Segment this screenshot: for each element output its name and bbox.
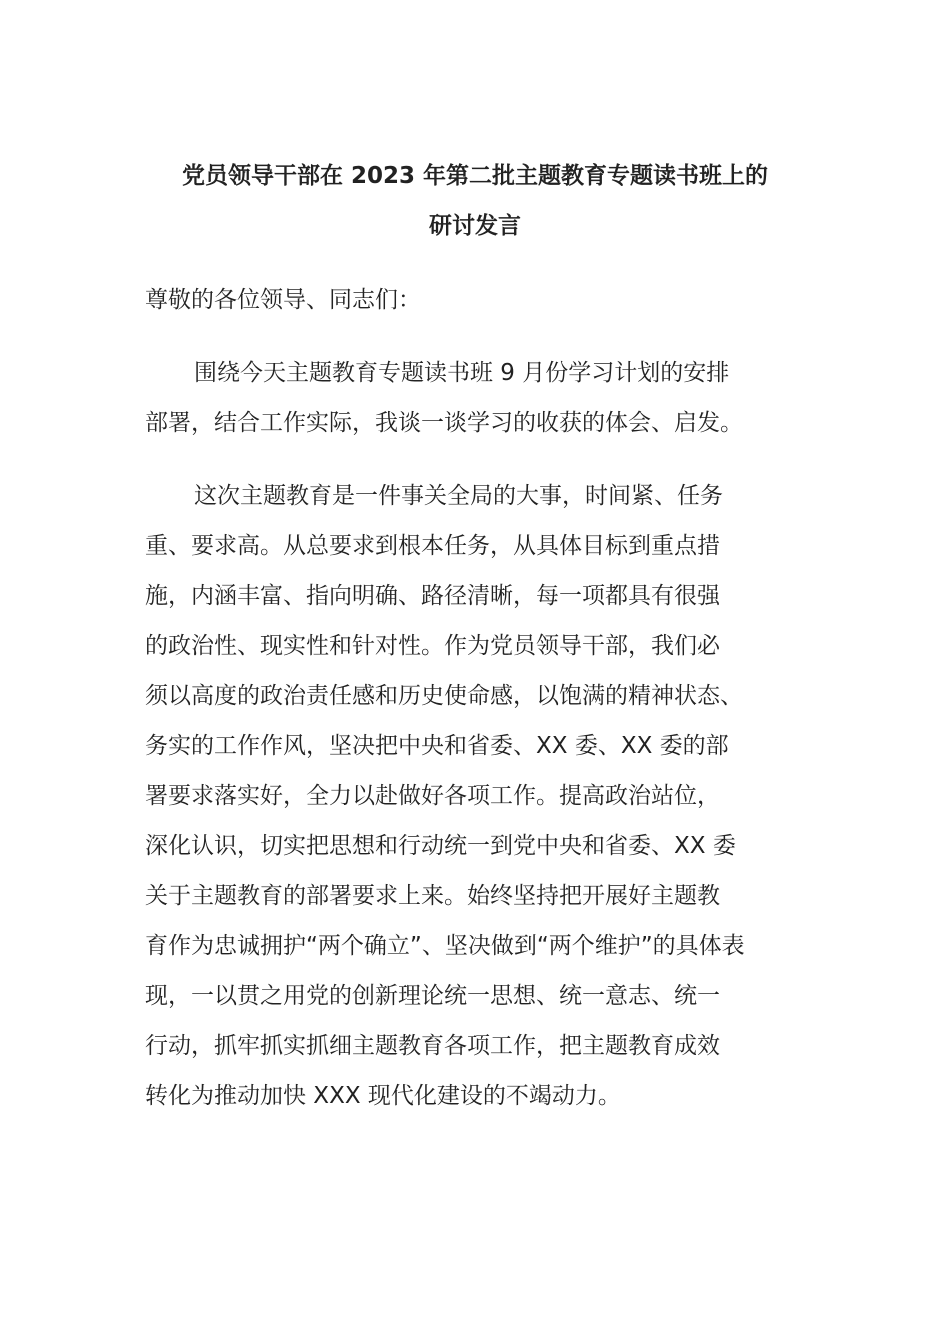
paragraph-2-line-10: 育作为忠诚拥护“两个确立”、坚决做到“两个维护”的具体表 <box>145 933 745 959</box>
paragraph-2-line-3: 施，内涵丰富、指向明确、路径清晰，每一项都具有很强 <box>145 583 720 609</box>
paragraph-2-line-9: 关于主题教育的部署要求上来。始终坚持把开展好主题教 <box>145 883 720 909</box>
paragraph-2-line-13: 转化为推动加快 XXX 现代化建设的不竭动力。 <box>145 1083 621 1109</box>
greeting: 尊敬的各位领导、同志们： <box>145 287 421 313</box>
paragraph-2-line-7: 署要求落实好，全力以赴做好各项工作。提高政治站位， <box>145 783 720 809</box>
paragraph-1-line-1: 围绕今天主题教育专题读书班 9 月份学习计划的安排 <box>194 360 730 386</box>
paragraph-2-line-11: 现，一以贯之用党的创新理论统一思想、统一意志、统一 <box>145 983 720 1009</box>
paragraph-2-line-1: 这次主题教育是一件事关全局的大事，时间紧、任务 <box>194 483 723 509</box>
paragraph-2-line-12: 行动，抓牢抓实抓细主题教育各项工作，把主题教育成效 <box>145 1033 720 1059</box>
document-title-line-1: 党员领导干部在 2023 年第二批主题教育专题读书班上的 <box>181 163 769 189</box>
paragraph-2-line-6: 务实的工作作风，坚决把中央和省委、XX 委、XX 委的部 <box>145 733 729 759</box>
paragraph-2-line-5: 须以高度的政治责任感和历史使命感，以饱满的精神状态、 <box>145 683 743 709</box>
document-title-line-2: 研讨发言 <box>429 213 521 239</box>
paragraph-2-line-2: 重、要求高。从总要求到根本任务，从具体目标到重点措 <box>145 533 720 559</box>
paragraph-2-line-8: 深化认识，切实把思想和行动统一到党中央和省委、XX 委 <box>145 833 736 859</box>
paragraph-1-line-2: 部署，结合工作实际，我谈一谈学习的收获的体会、启发。 <box>145 410 743 436</box>
paragraph-2-line-4: 的政治性、现实性和针对性。作为党员领导干部，我们必 <box>145 633 720 659</box>
